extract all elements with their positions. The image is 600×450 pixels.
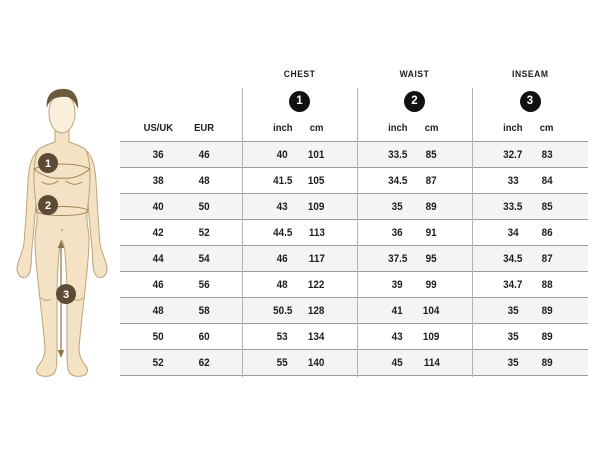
cell-value: 48 <box>198 174 210 187</box>
cell-value: 38 <box>152 174 164 187</box>
table-column-headers <box>120 115 588 141</box>
chest-number-badge: 1 <box>289 91 310 112</box>
cell-value: 113 <box>308 226 325 239</box>
chest-inch-header: inch <box>272 122 293 134</box>
cell-value: 56 <box>198 278 210 291</box>
cell-value: 35 <box>507 304 519 317</box>
cell-value: 109 <box>308 200 325 213</box>
chest-group-label: CHEST <box>283 69 316 80</box>
table-row <box>120 141 588 167</box>
cell-value: 35 <box>391 200 404 213</box>
cell-value: 44 <box>152 252 164 265</box>
cell-value: 83 <box>541 148 553 161</box>
cell-value: 85 <box>425 148 438 161</box>
cell-value: 140 <box>308 356 325 369</box>
waist-cm-header: cm <box>424 122 439 134</box>
table-row <box>120 193 588 219</box>
cell-value: 101 <box>308 148 325 161</box>
eur-column-header: EUR <box>194 122 214 134</box>
us-uk-column-header: US/UK <box>143 122 173 134</box>
cell-value: 46 <box>276 252 289 265</box>
divider-waist-inseam <box>472 88 473 377</box>
navel <box>61 229 63 231</box>
cell-value: 35 <box>507 330 519 343</box>
cell-value: 45 <box>391 356 404 369</box>
cell-value: 36 <box>391 226 404 239</box>
cell-value: 41.5 <box>272 174 293 187</box>
svg-text:2: 2 <box>44 200 52 212</box>
table-header-badges <box>120 88 588 115</box>
cell-value: 43 <box>276 200 289 213</box>
cell-value: 114 <box>423 356 440 369</box>
table-row <box>120 271 588 297</box>
cell-value: 37.5 <box>387 252 408 265</box>
svg-text:1: 1 <box>44 158 52 170</box>
cell-value: 40 <box>276 148 289 161</box>
cell-value: 52 <box>198 226 210 239</box>
cell-value: 34.5 <box>503 252 523 265</box>
cell-value: 55 <box>276 356 289 369</box>
cell-value: 89 <box>541 304 553 317</box>
cell-value: 52 <box>152 356 164 369</box>
cell-value: 42 <box>152 226 164 239</box>
body-figure-illustration <box>12 85 117 387</box>
cell-value: 88 <box>541 278 553 291</box>
cell-value: 117 <box>308 252 325 265</box>
cell-value: 48 <box>276 278 289 291</box>
cell-value: 50 <box>198 200 210 213</box>
cell-value: 95 <box>425 252 438 265</box>
cell-value: 36 <box>152 148 164 161</box>
cell-value: 62 <box>198 356 210 369</box>
cell-value: 35 <box>507 356 519 369</box>
cell-value: 84 <box>541 174 553 187</box>
cell-value: 40 <box>152 200 164 213</box>
cell-value: 33.5 <box>387 148 408 161</box>
svg-text:3: 3 <box>62 289 70 301</box>
cell-value: 87 <box>425 174 438 187</box>
cell-value: 34.5 <box>387 174 408 187</box>
cell-value: 60 <box>198 330 210 343</box>
waist-number-badge: 2 <box>404 91 425 112</box>
inseam-group-label: INSEAM <box>511 69 549 80</box>
cell-value: 91 <box>425 226 438 239</box>
divider-sizes-chest <box>242 88 243 377</box>
waist-group-label: WAIST <box>399 69 430 80</box>
chest-cm-header: cm <box>309 122 324 134</box>
cell-value: 34 <box>507 226 519 239</box>
divider-chest-waist <box>357 88 358 377</box>
cell-value: 48 <box>152 304 164 317</box>
cell-value: 89 <box>541 356 553 369</box>
cell-value: 109 <box>423 330 440 343</box>
cell-value: 134 <box>308 330 325 343</box>
inseam-inch-header: inch <box>503 122 523 134</box>
cell-value: 46 <box>152 278 164 291</box>
cell-value: 43 <box>391 330 404 343</box>
cell-value: 39 <box>391 278 404 291</box>
cell-value: 46 <box>198 148 210 161</box>
cell-value: 32.7 <box>503 148 523 161</box>
cell-value: 85 <box>541 200 553 213</box>
cell-value: 33 <box>507 174 519 187</box>
cell-value: 53 <box>276 330 289 343</box>
table-row <box>120 245 588 271</box>
cell-value: 41 <box>391 304 404 317</box>
figure-badge-waist <box>38 195 58 215</box>
waist-inch-header: inch <box>387 122 408 134</box>
cell-value: 50.5 <box>272 304 293 317</box>
cell-value: 89 <box>425 200 438 213</box>
inseam-cm-header: cm <box>540 122 554 134</box>
size-table-body <box>120 141 588 376</box>
table-row <box>120 219 588 245</box>
cell-value: 34.7 <box>503 278 523 291</box>
inseam-arrow-bottom <box>58 350 64 358</box>
cell-value: 122 <box>308 278 325 291</box>
cell-value: 50 <box>152 330 164 343</box>
table-row <box>120 349 588 375</box>
cell-value: 58 <box>198 304 210 317</box>
cell-value: 54 <box>198 252 210 265</box>
cell-value: 87 <box>541 252 553 265</box>
cell-value: 44.5 <box>272 226 293 239</box>
cell-value: 105 <box>308 174 325 187</box>
cell-value: 86 <box>541 226 553 239</box>
table-group-labels <box>120 60 588 88</box>
cell-value: 33.5 <box>503 200 523 213</box>
cell-value: 99 <box>425 278 438 291</box>
size-table <box>120 60 588 376</box>
table-row <box>120 297 588 323</box>
figure-badge-inseam <box>56 284 76 304</box>
table-row <box>120 167 588 193</box>
cell-value: 104 <box>423 304 440 317</box>
cell-value: 89 <box>541 330 553 343</box>
figure-badge-chest <box>38 153 58 173</box>
table-row <box>120 323 588 349</box>
cell-value: 128 <box>308 304 325 317</box>
inseam-number-badge: 3 <box>520 91 541 112</box>
